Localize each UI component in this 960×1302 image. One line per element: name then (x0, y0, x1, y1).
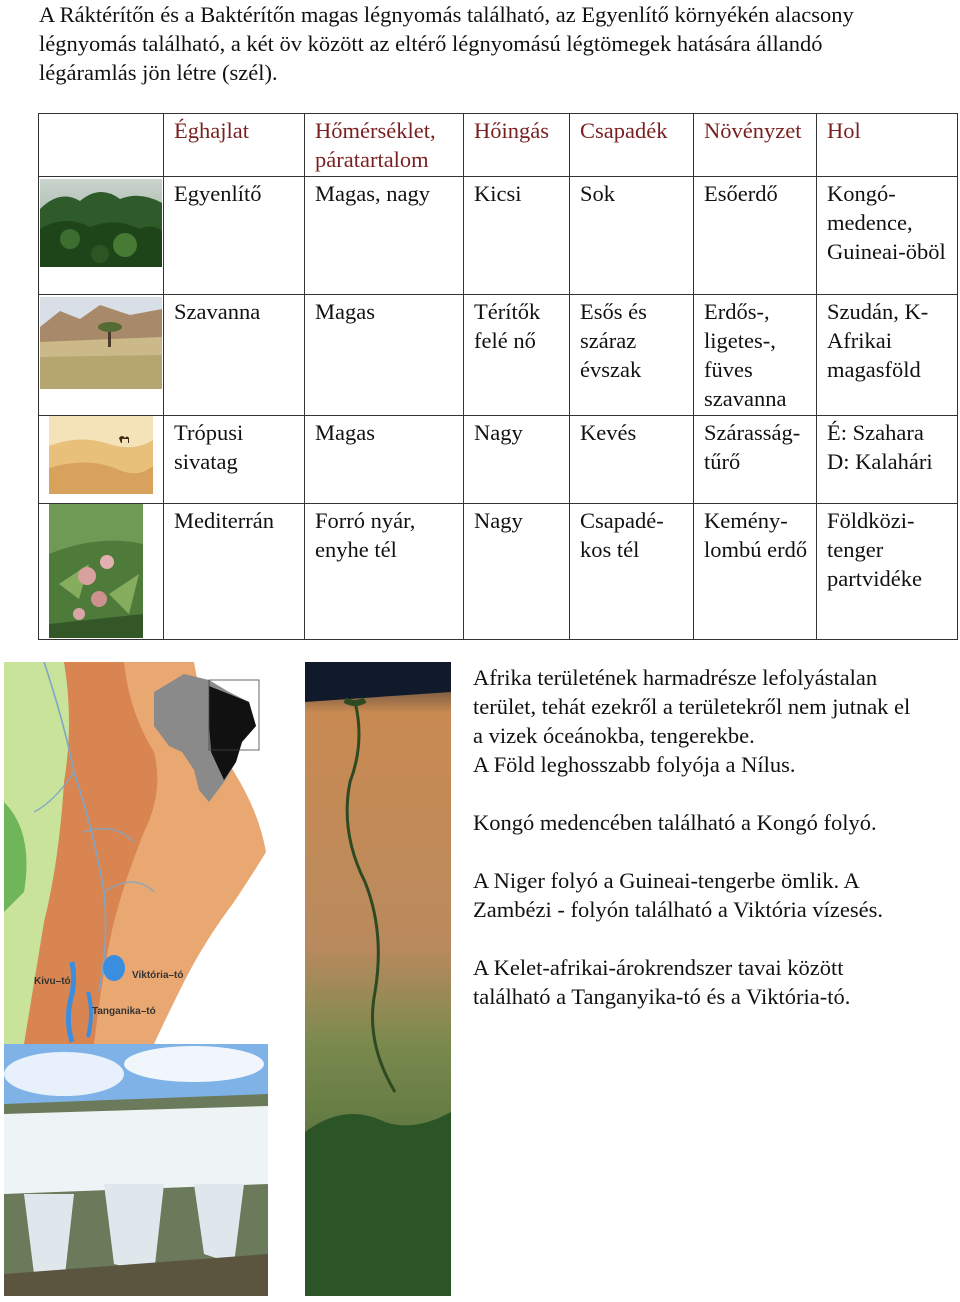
niger-zambezi-paragraph: A Niger folyó a Guineai-tengerbe ömlik. A Zambézi - folyón található a Viktória vízesés. (473, 868, 883, 922)
header-cell: Növényzet (694, 114, 817, 177)
table-cell: Sok (570, 177, 694, 295)
table-cell: Kemény-lombú erdő (694, 504, 817, 640)
table-cell: Magas (305, 416, 464, 504)
table-cell: Magas, nagy (305, 177, 464, 295)
table-cell: Térítők felé nő (464, 295, 570, 416)
header-image-cell (39, 114, 164, 177)
table-cell: Kongó-medence, Guineai-öböl (817, 177, 958, 295)
table-row (39, 504, 958, 640)
climate-name: Szavanna (164, 295, 305, 416)
table-row (39, 295, 958, 416)
rainforest-photo (39, 177, 164, 295)
header-cell: Hőmérséklet, páratartalom (305, 114, 464, 177)
table-cell: Forró nyár, enyhe tél (305, 504, 464, 640)
table-cell: Szárasság-tűrő (694, 416, 817, 504)
nile-paragraph: A Föld leghosszabb folyója a Nílus. (473, 752, 796, 777)
kivu-label: Kivu–tó (34, 976, 71, 987)
victoria-falls-photo (4, 1044, 268, 1296)
table-row (39, 416, 958, 504)
table-cell: Kicsi (464, 177, 570, 295)
climate-name: Egyenlítő (164, 177, 305, 295)
table-header-row (39, 114, 958, 177)
climate-table (38, 113, 958, 640)
table-cell: Nagy (464, 416, 570, 504)
table-cell: Esőerdő (694, 177, 817, 295)
table-cell: Erdős-, ligetes-, füves szavanna (694, 295, 817, 416)
side-text (473, 663, 913, 1040)
climate-name: Trópusi sivatag (164, 416, 305, 504)
climate-name: Mediterrán (164, 504, 305, 640)
table-cell: Földközi-tenger partvidéke (817, 504, 958, 640)
table-cell: É: Szahara D: Kalahári (817, 416, 958, 504)
table-cell: Nagy (464, 504, 570, 640)
rift-lakes-paragraph: A Kelet-afrikai-árokrendszer tavai között található a Tanganyika-tó és a Viktória-tó. (473, 955, 851, 1009)
drainage-paragraph: Afrika területének harmadrésze lefolyástalan terület, tehát ezekről a területekről nem jutnak el a vizek óceánokba, tengerekbe. (473, 665, 911, 748)
header-cell: Hol (817, 114, 958, 177)
desert-photo (39, 416, 164, 504)
header-cell: Éghajlat (164, 114, 305, 177)
header-cell: Csapadék (570, 114, 694, 177)
tanganika-label: Tanganika–tó (92, 1006, 156, 1017)
viktoria-label: Viktória–tó (132, 970, 184, 981)
table-cell: Kevés (570, 416, 694, 504)
nile-satellite-photo (305, 662, 451, 1296)
savanna-photo (39, 295, 164, 416)
table-row (39, 177, 958, 295)
table-cell: Esős és száraz évszak (570, 295, 694, 416)
congo-paragraph: Kongó medencében található a Kongó folyó. (473, 810, 877, 835)
header-cell: Hőingás (464, 114, 570, 177)
east-africa-map (4, 662, 268, 1044)
table-cell: Magas (305, 295, 464, 416)
table-cell: Szudán, K-Afrikai magasföld (817, 295, 958, 416)
table-cell: Csapadé-kos tél (570, 504, 694, 640)
mediterranean-plant-photo (39, 504, 164, 640)
intro-paragraph: A Ráktérítőn és a Baktérítőn magas légnyomás található, az Egyenlítő környékén alacsony légnyomás található, a két öv között az eltérő légnyomású légtömegek hatására állandó légáramlás jön létre (szél). (39, 2, 854, 85)
